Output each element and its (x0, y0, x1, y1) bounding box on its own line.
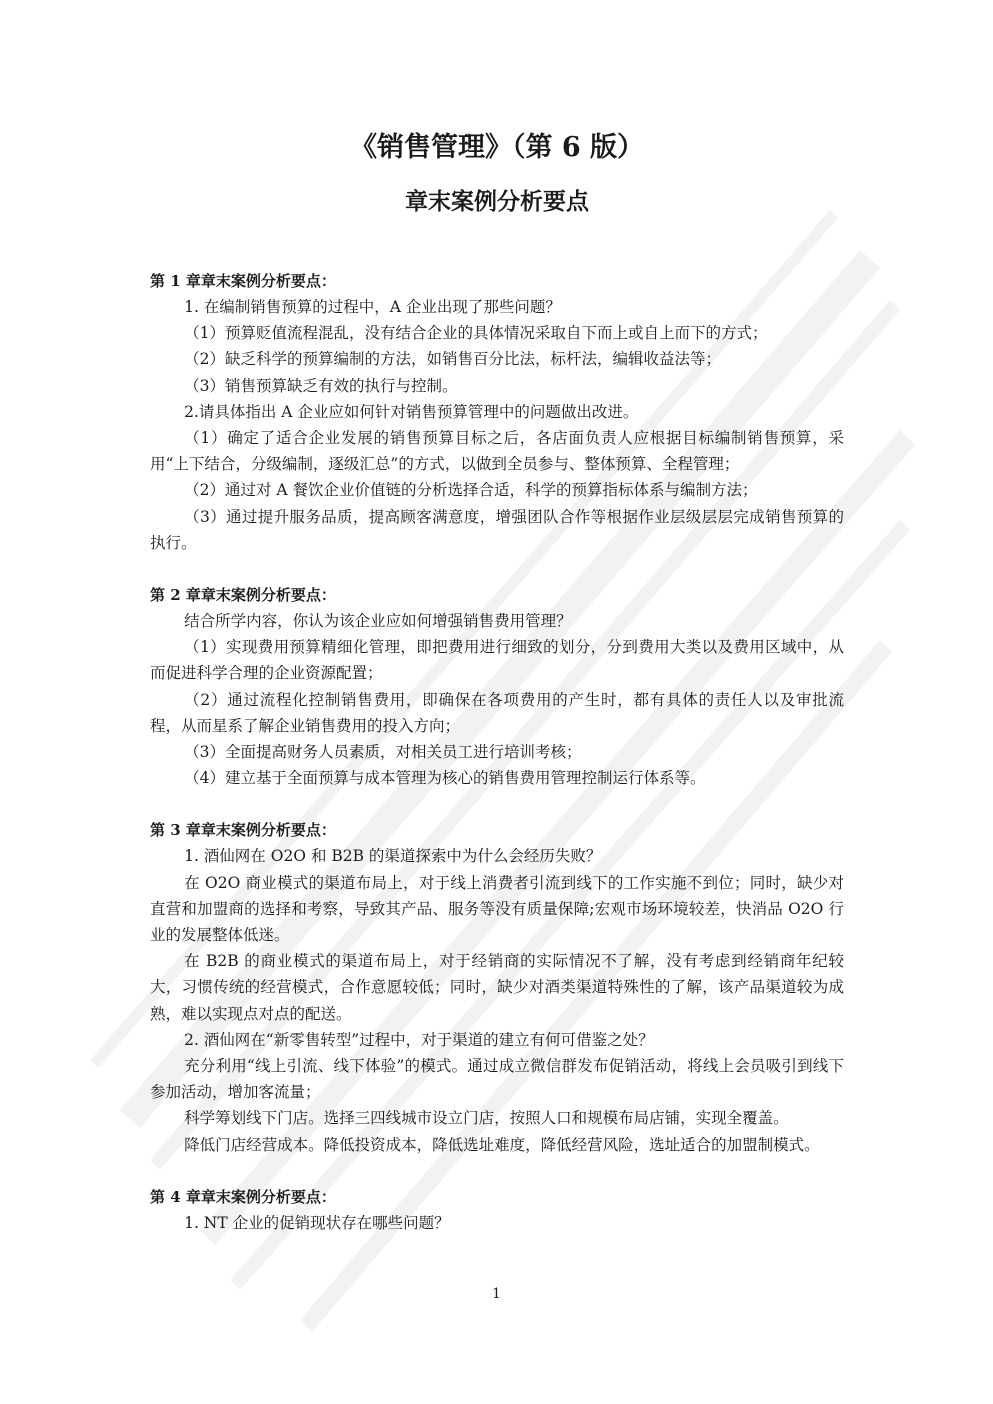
chapter-1-section (150, 268, 844, 556)
question: 结合所学内容，你认为该企业应如何增强销售费用管理？ (184, 612, 572, 631)
answer-point: 在 O2O 商业模式的渠道布局上，对于线上消费者引流到线下的工作实施不到位；同时，缺少对直营和加盟商的选择和考察，导致其产品、服务等没有质量保障;宏观市场环境较差，快消品 O2O 行业的发展整体低迷。 (150, 873, 844, 945)
answer-point: 降低门店经营成本。降低投资成本，降低选址难度，降低经营风险，选址适合的加盟制模式。 (184, 1135, 820, 1154)
answer-point: 科学筹划线下门店。选择三四线城市设立门店，按照人口和规模布局店铺，实现全覆盖。 (184, 1109, 789, 1128)
document-body (150, 128, 844, 1236)
answer-point: （1）实现费用预算精细化管理，即把费用进行细致的划分，分到费用大类以及费用区域中，从而促进科学合理的企业资源配置； (150, 638, 844, 683)
chapter-3-section (150, 817, 844, 1157)
answer-point: 在 B2B 的商业模式的渠道布局上，对于经销商的实际情况不了解，没有考虑到经销商年纪较大，习惯传统的经营模式，合作意愿较低；同时，缺少对酒类渠道特殊性的了解，该产品渠道较为成熟，难以实现点对点的配送。 (150, 952, 844, 1023)
chapter-2-section (150, 582, 844, 791)
answer-point: （3）通过提升服务品质，提高顾客满意度，增强团队合作等根据作业层级层层完成销售预算的执行。 (150, 507, 844, 552)
question: 1. 在编制销售预算的过程中，A 企业出现了那些问题？ (184, 298, 561, 316)
answer-point: （1）确定了适合企业发展的销售预算目标之后，各店面负责人应根据目标编制销售预算，采用“上下结合，分级编制，逐级汇总”的方式，以做到全员参与、整体预算、全程管理； (150, 429, 844, 474)
answer-point: （2）通过对 A 餐饮企业价值链的分析选择合适，科学的预算指标体系与编制方法； (184, 481, 758, 500)
section-heading: 第 2 章章末案例分析要点： (150, 586, 336, 605)
question: 1. NT 企业的促销现状存在哪些问题？ (184, 1213, 450, 1232)
document-title: 《销售管理》（第 6 版） (349, 132, 645, 163)
answer-point: （1）预算贬值流程混乱，没有结合企业的具体情况采取自下而上或自上而下的方式； (184, 324, 768, 343)
answer-point: （3）销售预算缺乏有效的执行与控制。 (184, 376, 458, 395)
answer-point: （4）建立基于全面预算与成本管理为核心的销售费用管理控制运行体系等。 (184, 769, 706, 788)
question: 2.请具体指出 A 企业应如何针对销售预算管理中的问题做出改进。 (184, 402, 639, 421)
page-number: 1 (492, 1286, 501, 1302)
question: 1. 酒仙网在 O2O 和 B2B 的渠道探索中为什么会经历失败？ (184, 847, 602, 866)
answer-point: （3）全面提高财务人员素质，对相关员工进行培训考核； (184, 743, 582, 762)
section-heading: 第 3 章章末案例分析要点： (150, 821, 336, 840)
answer-point: 充分利用“线上引流、线下体验”的模式。通过成立微信群发布促销活动，将线上会员吸引到线下参加活动，增加客流量； (150, 1057, 844, 1102)
document-subtitle: 章末案例分析要点 (405, 188, 589, 215)
question: 2. 酒仙网在“新零售转型”过程中，对于渠道的建立有何可借鉴之处？ (184, 1030, 654, 1049)
chapter-4-section (150, 1184, 844, 1236)
section-heading: 第 1 章章末案例分析要点： (150, 272, 336, 290)
section-heading: 第 4 章章末案例分析要点： (150, 1187, 336, 1206)
answer-point: （2）缺乏科学的预算编制的方法，如销售百分比法，标杆法，编辑收益法等； (184, 350, 721, 369)
answer-point: （2）通过流程化控制销售费用，即确保在各项费用的产生时，都有具体的责任人以及审批流程，从而星系了解企业销售费用的投入方向； (150, 690, 844, 735)
